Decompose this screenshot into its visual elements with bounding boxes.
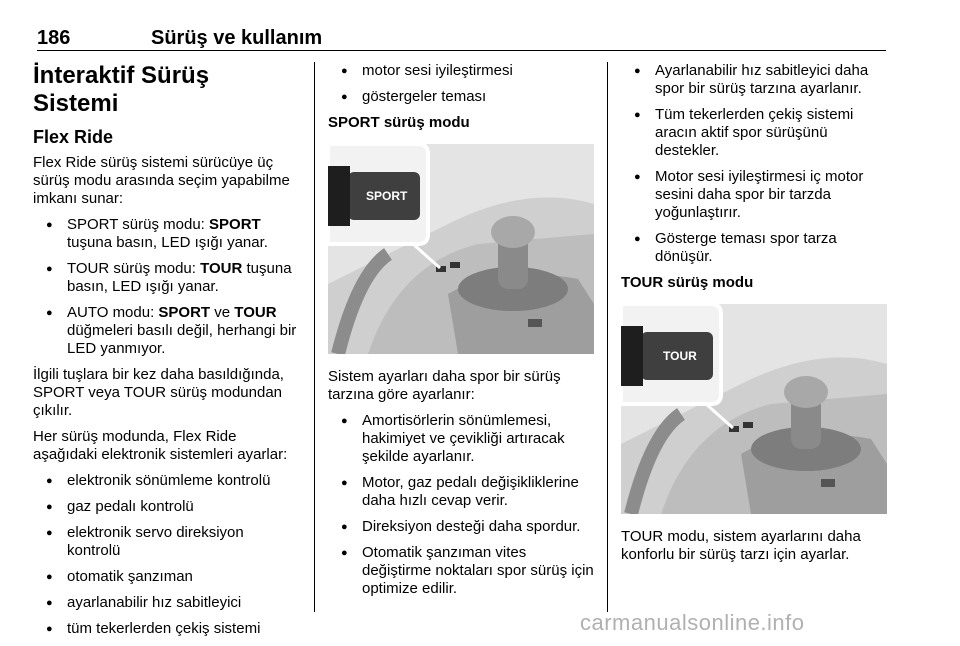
list-item: ● Motor sesi iyileştirmesi iç motor sesini daha spor bir tarzda yoğunlaştırır.	[621, 168, 887, 222]
list-item: ● Ayarlanabilir hız sabitleyici daha spor bir sürüş tarzına ayarlanır.	[621, 62, 887, 98]
list-item: ● göstergeler teması	[328, 88, 594, 106]
list-item: ● tüm tekerlerden çekiş sistemi	[33, 620, 301, 638]
list-item: ● Amortisörlerin sönümlemesi, hakimiyet ve çevikliği artıracak şekilde ayarlanır.	[328, 412, 594, 466]
list-item: ● Motor, gaz pedalı değişikliklerine daha hızlı cevap verir.	[328, 474, 594, 510]
systems-list	[33, 472, 301, 638]
list-item: ● Direksiyon desteği daha spordur.	[328, 518, 594, 536]
column-3	[621, 62, 887, 572]
sport-items-list-continued	[621, 62, 887, 266]
column-2	[328, 62, 594, 606]
sport-heading: SPORT sürüş modu	[328, 114, 470, 131]
sport-illustration	[328, 144, 594, 354]
list-item: ● elektronik sönümleme kontrolü	[33, 472, 301, 490]
repeat-press-paragraph: İlgili tuşlara bir kez daha basıldığında, SPORT veya TOUR sürüş modundan çıkılır.	[33, 366, 284, 419]
tour-button-label: TOUR	[663, 349, 697, 363]
systems-list-continued	[328, 62, 594, 106]
list-item: ● elektronik servo direksiyon kontrolü	[33, 524, 301, 560]
tour-description: TOUR modu, sistem ayarlarını daha konforlu bir sürüş tarzı için ayarlar.	[621, 528, 861, 563]
sport-description: Sistem ayarları daha spor bir sürüş tarzına göre ayarlanır:	[328, 368, 561, 403]
list-item: ● Otomatik şanzıman vites değiştirme noktaları spor sürüş için optimize edilir.	[328, 544, 594, 598]
list-item: ● motor sesi iyileştirmesi	[328, 62, 594, 80]
sport-button-label: SPORT	[366, 189, 408, 203]
intro-paragraph: Flex Ride sürüş sistemi sürücüye üç sürüş modu arasında seçim yapabilme imkanı sunar:	[33, 154, 290, 207]
sport-items-list	[328, 412, 594, 598]
column-divider-2	[607, 62, 608, 612]
list-item: ● AUTO modu: SPORT ve TOUR düğmeleri basılı değil, herhangi bir LED yanmıyor.	[33, 304, 301, 358]
list-item: ● gaz pedalı kontrolü	[33, 498, 301, 516]
watermark: carmanualsonline.info	[580, 610, 805, 635]
list-item: ● otomatik şanzıman	[33, 568, 301, 586]
list-item: ● Gösterge teması spor tarza dönüşür.	[621, 230, 887, 266]
list-item: ● Tüm tekerlerden çekiş sistemi aracın aktif spor sürüşünü destekler.	[621, 106, 887, 160]
list-item: ● ayarlanabilir hız sabitleyici	[33, 594, 301, 612]
tour-heading: TOUR sürüş modu	[621, 274, 754, 291]
list-item: ● TOUR sürüş modu: TOUR tuşuna basın, LED ışığı yanar.	[33, 260, 301, 296]
sub-title: Flex Ride	[33, 127, 114, 147]
column-1	[33, 62, 301, 646]
page-number: 186	[37, 27, 71, 49]
running-title: Sürüş ve kullanım	[151, 27, 323, 49]
every-mode-paragraph: Her sürüş modunda, Flex Ride aşağıdaki elektronik sistemleri ayarlar:	[33, 428, 288, 463]
column-divider-1	[314, 62, 315, 612]
section-title: İnteraktif Sürüş Sistemi	[33, 62, 210, 117]
page-header	[37, 24, 886, 51]
mode-list	[33, 216, 301, 358]
tour-illustration	[621, 304, 887, 514]
list-item: ● SPORT sürüş modu: SPORT tuşuna basın, LED ışığı yanar.	[33, 216, 301, 252]
